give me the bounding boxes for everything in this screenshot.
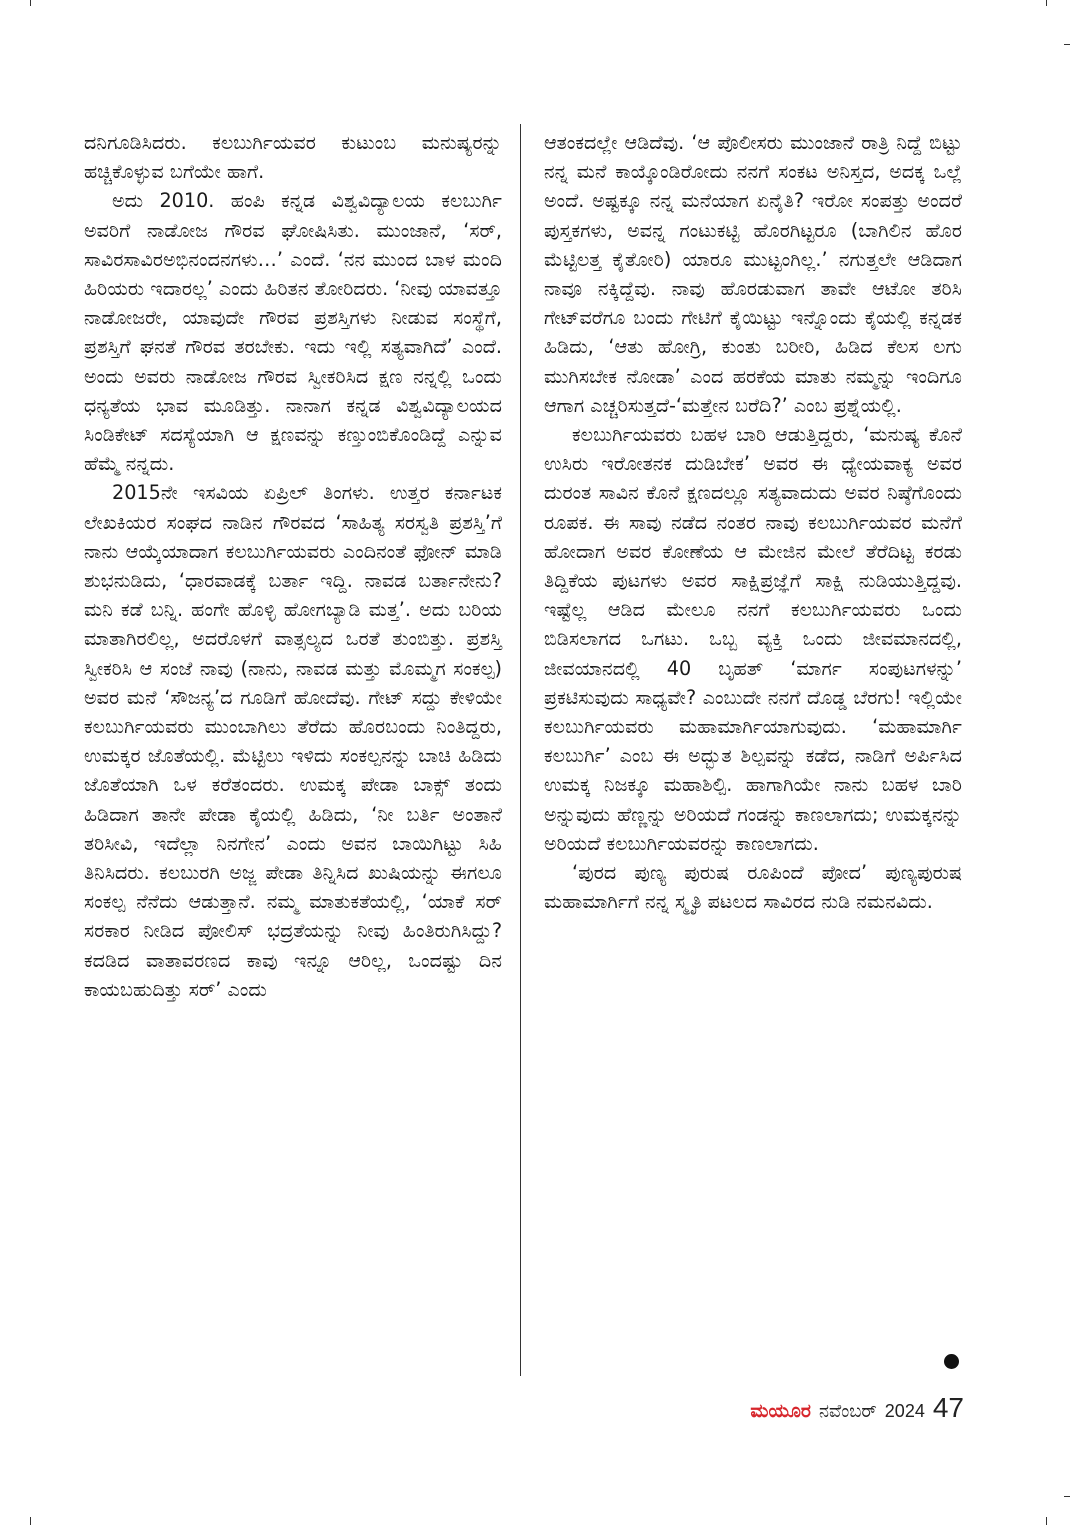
- paragraph: ‘ಪುರದ ಪುಣ್ಯ ಪುರುಷ ರೂಪಿಂದೆ ಪೋದ’ ಪುಣ್ಯಪುರುಷ ಮಹಾಮಾರ್ಗಿಗೆ ನನ್ನ ಸ್ಮೃತಿ ಪಟಲದ ಸಾವಿರದ ನುಡಿ ನಮನವಿದು.: [544, 861, 962, 914]
- paragraph: 2015ನೇ ಇಸವಿಯ ಏಪ್ರಿಲ್ ತಿಂಗಳು. ಉತ್ತರ ಕರ್ನಾಟಕ ಲೇಖಕಿಯರ ಸಂಘದ ನಾಡಿನ ಗೌರವದ ‘ಸಾಹಿತ್ಯ ಸರಸ್ವತಿ ಪ್ರಶಸ್ತಿ’ಗೆ ನಾನು ಆಯ್ಕೆಯಾದಾಗ ಕಲಬುರ್ಗಿಯವರು ಎಂದಿನಂತೆ ಫೋನ್ ಮಾಡಿ ಶುಭನುಡಿದು, ‘ಧಾರವಾಡಕ್ಕೆ ಬರ್ತಾ ಇದ್ದಿ. ನಾವಡ ಬರ್ತಾನೇನು? ಮನಿ ಕಡೆ ಬನ್ನಿ. ಹಂಗೇ ಹೊಳ್ಳಿ ಹೋಗಬ್ಯಾಡಿ ಮತ್ತ’. ಅದು ಬರಿಯ ಮಾತಾಗಿರಲಿಲ್ಲ, ಅದರೊಳಗೆ ವಾತ್ಸಲ್ಯದ ಒರತೆ ತುಂಬಿತ್ತು. ಪ್ರಶಸ್ತಿ ಸ್ವೀಕರಿಸಿ ಆ ಸಂಜೆ ನಾವು (ನಾನು, ನಾವಡ ಮತ್ತು ಮೊಮ್ಮಗ ಸಂಕಲ್ಪ) ಅವರ ಮನೆ ‘ಸೌಜನ್ಯ’ದ ಗೂಡಿಗೆ ಹೋದೆವು. ಗೇಟ್ ಸದ್ದು ಕೇಳಿಯೇ ಕಲಬುರ್ಗಿಯವರು ಮುಂಬಾಗಿಲು ತೆರೆದು ಹೊರಬಂದು ನಿಂತಿದ್ದರು, ಉಮಕ್ಕರ ಜೊತೆಯಲ್ಲಿ. ಮೆಟ್ಟಿಲು ಇಳಿದು ಸಂಕಲ್ಪನನ್ನು ಬಾಚಿ ಹಿಡಿದು ಜೊತೆಯಾಗಿ ಒಳ ಕರೆತಂದರು. ಉಮಕ್ಕ ಪೇಡಾ ಬಾಕ್ಸ್ ತಂದು ಹಿಡಿದಾಗ ತಾನೇ ಪೇಡಾ ಕೈಯಲ್ಲಿ ಹಿಡಿದು, ‘ನೀ ಬರ್ತಿ ಅಂತಾನೆ ತರಿಸೀವಿ, ಇದೆಲ್ಲಾ ನಿನಗೇನ’ ಎಂದು ಅವನ ಬಾಯಿಗಿಟ್ಟು ಸಿಹಿ ತಿನಿಸಿದರು. ಕಲಬುರಗಿ ಅಜ್ಜ ಪೇಡಾ ತಿನ್ನಿಸಿದ ಖುಷಿಯನ್ನು ಈಗಲೂ ಸಂಕಲ್ಪ ನೆನೆದು ಆಡುತ್ತಾನೆ. ನಮ್ಮ ಮಾತುಕತೆಯಲ್ಲಿ, ‘ಯಾಕೆ ಸರ್ ಸರಕಾರ ನೀಡಿದ ಪೋಲಿಸ್ ಭದ್ರತೆಯನ್ನು ನೀವು ಹಿಂತಿರುಗಿಸಿದ್ದು? ಕದಡಿದ ವಾತಾವರಣದ ಕಾವು ಇನ್ನೂ ಆರಿಲ್ಲ, ಒಂದಷ್ಟು ದಿನ ಕಾಯಬಹುದಿತ್ತು ಸರ್’ ಎಂದು: [84, 481, 502, 1001]
- crop-mark-top-left: [30, 0, 31, 6]
- column-divider: [520, 124, 521, 1376]
- paragraph: ಅದು 2010. ಹಂಪಿ ಕನ್ನಡ ವಿಶ್ವವಿದ್ಯಾಲಯ ಕಲಬುರ್ಗಿ ಅವರಿಗೆ ನಾಡೋಜ ಗೌರವ ಘೋಷಿಸಿತು. ಮುಂಜಾನೆ, ‘ಸರ್, ಸಾವಿರಸಾವಿರಅಭಿನಂದನಗಳು…’ ಎಂದೆ. ‘ನನ ಮುಂದ ಬಾಳ ಮಂದಿ ಹಿರಿಯರು ಇದಾರಲ್ಲ’ ಎಂದು ಹಿರಿತನ ತೋರಿದರು. ‘ನೀವು ಯಾವತ್ತೂ ನಾಡೋಜರೇ, ಯಾವುದೇ ಗೌರವ ಪ್ರಶಸ್ತಿಗಳು ನೀಡುವ ಸಂಸ್ಥೆಗೆ, ಪ್ರಶಸ್ತಿಗೆ ಘನತೆ ಗೌರವ ತರಬೇಕು. ಇದು ಇಲ್ಲಿ ಸತ್ಯವಾಗಿದೆ’ ಎಂದೆ. ಅಂದು ಅವರು ನಾಡೋಜ ಗೌರವ ಸ್ವೀಕರಿಸಿದ ಕ್ಷಣ ನನ್ನಲ್ಲಿ ಒಂದು ಧನ್ಯತೆಯ ಭಾವ ಮೂಡಿತ್ತು. ನಾನಾಗ ಕನ್ನಡ ವಿಶ್ವವಿದ್ಯಾಲಯದ ಸಿಂಡಿಕೇಟ್ ಸದಸ್ಯೆಯಾಗಿ ಆ ಕ್ಷಣವನ್ನು ಕಣ್ತುಂಬಿಕೊಂಡಿದ್ದೆ ಎನ್ನುವ ಹೆಮ್ಮೆ ನನ್ನದು.: [84, 189, 502, 476]
- crop-mark-right-top: [1064, 44, 1070, 45]
- article-column-left: [84, 128, 502, 1004]
- crop-mark-bottom-left: [30, 1517, 31, 1525]
- page-number: 47: [932, 1392, 964, 1423]
- magazine-logo: ಮಯೂರ: [750, 1400, 811, 1422]
- crop-mark-bottom-right: [1046, 1517, 1047, 1525]
- paragraph: ಕಲಬುರ್ಗಿಯವರು ಬಹಳ ಬಾರಿ ಆಡುತ್ತಿದ್ದರು, ‘ಮನುಷ್ಯ ಕೊನೆ ಉಸಿರು ಇರೋತನಕ ದುಡಿಬೇಕ’ ಅವರ ಈ ಧ್ಯೇಯವಾಕ್ಯ ಅವರ ದುರಂತ ಸಾವಿನ ಕೊನೆ ಕ್ಷಣದಲ್ಲೂ ಸತ್ಯವಾದುದು ಅವರ ನಿಷ್ಠೆಗೊಂದು ರೂಪಕ. ಈ ಸಾವು ನಡೆದ ನಂತರ ನಾವು ಕಲಬುರ್ಗಿಯವರ ಮನೆಗೆ ಹೋದಾಗ ಅವರ ಕೋಣೆಯ ಆ ಮೇಜಿನ ಮೇಲೆ ತೆರೆದಿಟ್ಟ ಕರಡು ತಿದ್ದಿಕೆಯ ಪುಟಗಳು ಅವರ ಸಾಕ್ಷಿಪ್ರಜ್ಞೆಗೆ ಸಾಕ್ಷಿ ನುಡಿಯುತ್ತಿದ್ದವು. ಇಷ್ಟೆಲ್ಲ ಆಡಿದ ಮೇಲೂ ನನಗೆ ಕಲಬುರ್ಗಿಯವರು ಒಂದು ಬಿಡಿಸಲಾಗದ ಒಗಟು. ಒಬ್ಬ ವ್ಯಕ್ತಿ ಒಂದು ಜೀವಮಾನದಲ್ಲಿ, ಜೀವಯಾನದಲ್ಲಿ 40 ಬೃಹತ್ ‘ಮಾರ್ಗ ಸಂಪುಟಗಳನ್ನು’ ಪ್ರಕಟಿಸುವುದು ಸಾಧ್ಯವೇ? ಎಂಬುದೇ ನನಗೆ ದೊಡ್ಡ ಬೆರಗು! ಇಲ್ಲಿಯೇ ಕಲಬುರ್ಗಿಯವರು ಮಹಾಮಾರ್ಗಿಯಾಗುವುದು. ‘ಮಹಾಮಾರ್ಗಿ ಕಲಬುರ್ಗಿ’ ಎಂಬ ಈ ಅದ್ಭುತ ಶಿಲ್ಪವನ್ನು ಕಡೆದ, ನಾಡಿಗೆ ಅರ್ಪಿಸಿದ ಉಮಕ್ಕ ನಿಜಕ್ಕೂ ಮಹಾಶಿಲ್ಪಿ. ಹಾಗಾಗಿಯೇ ನಾನು ಬಹಳ ಬಾರಿ ಅನ್ನುವುದು ಹೆಣ್ಣನ್ನು ಅರಿಯದೆ ಗಂಡನ್ನು ಕಾಣಲಾಗದು; ಉಮಕ್ಕನನ್ನು ಅರಿಯದೆ ಕಲಬುರ್ಗಿಯವರನ್ನು ಕಾಣಲಾಗದು.: [544, 423, 962, 855]
- crop-mark-top-right: [1046, 0, 1047, 6]
- article-column-right: [544, 128, 962, 916]
- paragraph: ದನಿಗೂಡಿಸಿದರು. ಕಲಬುರ್ಗಿಯವರ ಕುಟುಂಬ ಮನುಷ್ಯರನ್ನು ಹಚ್ಚಿಕೊಳ್ಳುವ ಬಗೆಯೇ ಹಾಗೆ.: [84, 131, 502, 184]
- article-end-mark: [944, 1354, 959, 1369]
- issue-year: 2024: [884, 1401, 925, 1421]
- paragraph: ಆತಂಕದಲ್ಲೇ ಆಡಿದೆವು. ‘ಆ ಪೊಲೀಸರು ಮುಂಜಾನೆ ರಾತ್ರಿ ನಿದ್ದೆ ಬಿಟ್ಟು ನನ್ನ ಮನೆ ಕಾಯ್ಕೊಂಡಿರೋದು ನನಗೆ ಸಂಕಟ ಅನಿಸ್ತದ, ಅದಕ್ಕ ಒಲ್ಲೆ ಅಂದೆ. ಅಷ್ಟಕ್ಕೂ ನನ್ನ ಮನೆಯಾಗ ಏನೈತಿ? ಇರೋ ಸಂಪತ್ತು ಅಂದರೆ ಪುಸ್ತಕಗಳು, ಅವನ್ನ ಗಂಟುಕಟ್ಟಿ ಹೊರಗಿಟ್ಟರೂ (ಬಾಗಿಲಿನ ಹೊರ ಮೆಟ್ಟಿಲತ್ತ ಕೈತೋರಿ) ಯಾರೂ ಮುಟ್ಟಂಗಿಲ್ಲ.’ ನಗುತ್ತಲೇ ಆಡಿದಾಗ ನಾವೂ ನಕ್ಕಿದ್ದೆವು. ನಾವು ಹೊರಡುವಾಗ ತಾವೇ ಆಟೋ ತರಿಸಿ ಗೇಟ್‌ವರೆಗೂ ಬಂದು ಗೇಟಿಗೆ ಕೈಯಿಟ್ಟು ಇನ್ನೊಂದು ಕೈಯಲ್ಲಿ ಕನ್ನಡಕ ಹಿಡಿದು, ‘ಆತು ಹೋಗ್ರಿ, ಕುಂತು ಬರೀರಿ, ಹಿಡಿದ ಕೆಲಸ ಲಗು ಮುಗಿಸಬೇಕ ನೋಡಾ’ ಎಂದ ಹರಕೆಯ ಮಾತು ನಮ್ಮನ್ನು ಇಂದಿಗೂ ಆಗಾಗ ಎಚ್ಚರಿಸುತ್ತದೆ-‘ಮತ್ತೇನ ಬರೆದಿ?’ ಎಂಬ ಪ್ರಶ್ನೆಯಲ್ಲಿ.: [544, 131, 962, 417]
- crop-mark-right-bottom: [1064, 1496, 1070, 1497]
- issue-month: ನವೆಂಬರ್: [818, 1401, 877, 1422]
- page-footer: [750, 1392, 964, 1424]
